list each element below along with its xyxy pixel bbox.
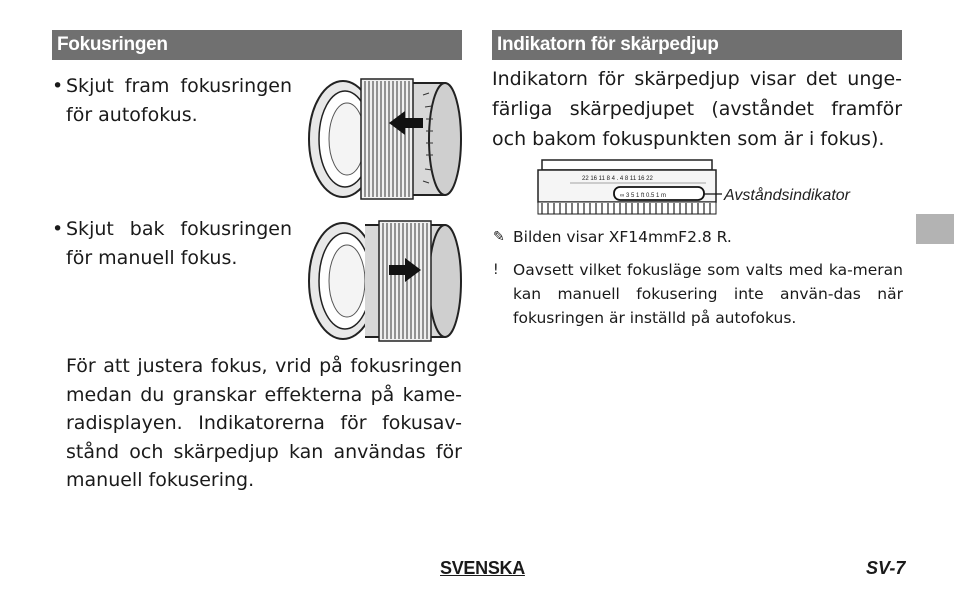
distance-indicator-callout: Avståndsindikator: [724, 187, 850, 204]
bullet-symbol: •: [52, 75, 64, 97]
lens-illustration-autofocus: [305, 73, 465, 205]
bullet-manual-focus-text: Skjut bak fokusringen för manuell fokus.: [66, 218, 292, 269]
caution-icon: !: [493, 262, 499, 278]
bullet-autofocus-text: Skjut fram fokusringen för autofokus.: [66, 75, 292, 126]
dof-scale-bottom: ∞ 3 5 1 ft 0.5 1 m: [620, 193, 666, 199]
skarpedjup-paragraph: Indikatorn för skärpedjup visar det unge-färliga skärpedjupet (avståndet framför och bakom fokuspunkten som är i fokus).: [492, 68, 902, 150]
page-number: SV-7: [866, 558, 906, 578]
note-caution-text: Oavsett vilket fokusläge som valts med ka-meran kan manuell fokusering inte använ-das när fokusringen är inställd på autofokus.: [513, 261, 903, 327]
dof-scale-top: 22 16 11 8 4 . 4 8 11 16 22: [582, 176, 653, 182]
depth-of-field-scale-figure: [530, 158, 870, 216]
footer-language: SVENSKA: [440, 558, 525, 578]
section-heading-skarpedjup: Indikatorn för skärpedjup: [492, 30, 902, 60]
lens-illustration-manual-focus: [305, 217, 465, 347]
bullet-symbol: •: [52, 218, 64, 240]
pencil-note-icon: ✎: [493, 229, 505, 245]
section-heading-fokusringen: Fokusringen: [52, 30, 462, 60]
chapter-side-tab: [916, 214, 954, 244]
fokusringen-paragraph: För att justera fokus, vrid på fokusringen medan du granskar effekterna på kame-radisplayen. Indikatorerna för fokusav-stånd och skärpedjup kan användas för manuell fokusering.: [66, 355, 462, 491]
note-model-text: Bilden visar XF14mmF2.8 R.: [513, 228, 732, 246]
